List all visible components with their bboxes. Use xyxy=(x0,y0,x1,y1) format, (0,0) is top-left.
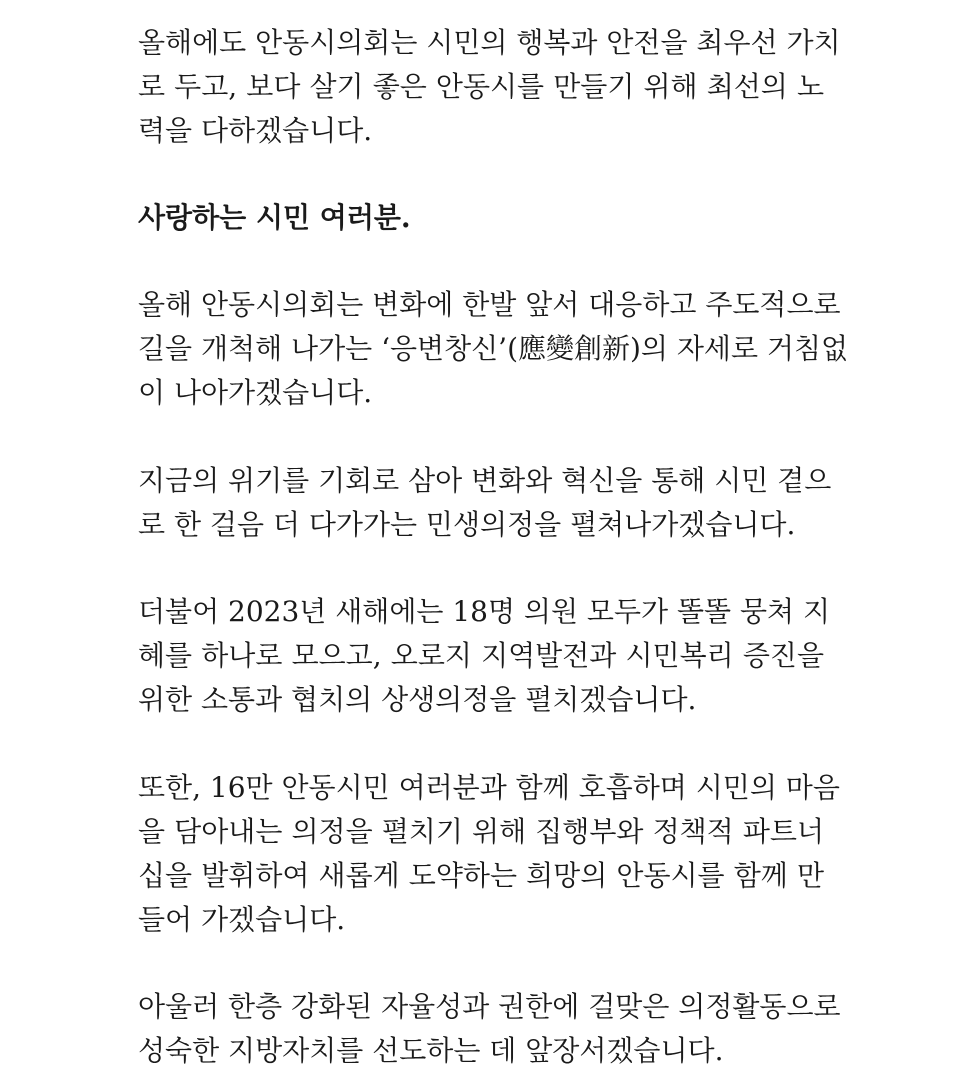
paragraph-2-line-1: 올해 안동시의회는 변화에 한발 앞서 대응하고 주도적으로 xyxy=(138,288,841,321)
section-heading: 사랑하는 시민 여러분. xyxy=(138,201,411,234)
paragraph-3-line-1: 지금의 위기를 기회로 삼아 변화와 혁신을 통해 시민 곁으 xyxy=(138,464,832,497)
paragraph-5-line-2: 을 담아내는 의정을 펼치기 위해 집행부와 정책적 파트너 xyxy=(138,815,824,848)
paragraph-3-line-2: 로 한 걸음 더 다가가는 민생의정을 펼쳐나가겠습니다. xyxy=(138,508,796,541)
paragraph-2-line-3: 이 나아가겠습니다. xyxy=(138,376,373,409)
paragraph-1-line-3: 력을 다하겠습니다. xyxy=(138,114,373,147)
paragraph-6-line-1: 아울러 한층 강화된 자율성과 권한에 걸맞은 의정활동으로 xyxy=(138,990,841,1023)
paragraph-1-line-2: 로 두고, 보다 살기 좋은 안동시를 만들기 위해 최선의 노 xyxy=(138,70,824,103)
paragraph-4-line-1: 더불어 2023년 새해에는 18명 의원 모두가 똘똘 뭉쳐 지 xyxy=(138,595,831,628)
paragraph-5-line-3: 십을 발휘하여 새롭게 도약하는 희망의 안동시를 함께 만 xyxy=(138,859,824,892)
paragraph-4-line-3: 위한 소통과 협치의 상생의정을 펼치겠습니다. xyxy=(138,683,697,716)
paragraph-4-line-2: 혜를 하나로 모으고, 오로지 지역발전과 시민복리 증진을 xyxy=(138,639,824,672)
paragraph-5-line-4: 들어 가겠습니다. xyxy=(138,903,346,936)
paragraph-1-line-1: 올해에도 안동시의회는 시민의 행복과 안전을 최우선 가치 xyxy=(138,26,841,59)
paragraph-6-line-2: 성숙한 지방자치를 선도하는 데 앞장서겠습니다. xyxy=(138,1034,724,1067)
paragraph-5-line-1: 또한, 16만 안동시민 여러분과 함께 호흡하며 시민의 마음 xyxy=(138,771,840,804)
paragraph-2-line-2: 길을 개척해 나가는 ‘응변창신’(應變創新)의 자세로 거침없 xyxy=(138,332,849,365)
